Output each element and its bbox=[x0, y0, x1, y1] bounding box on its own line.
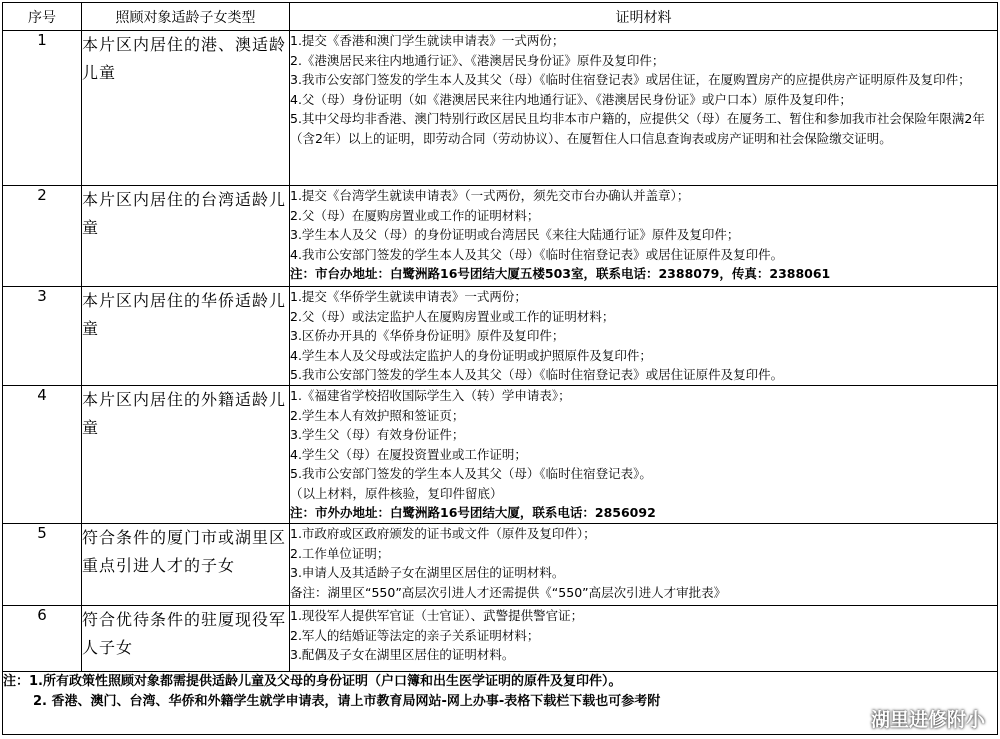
row-type: 本片区内居住的港、澳适龄儿童 bbox=[82, 31, 290, 186]
row-type: 本片区内居住的台湾适龄儿童 bbox=[82, 186, 290, 287]
table-row bbox=[3, 524, 998, 606]
watermark-text: 湖里进修附小 bbox=[870, 709, 985, 731]
material-note: 注：市台办地址：白鹭洲路16号团结大厦五楼503室，联系电话：2388079，传真：2388061 bbox=[290, 266, 831, 281]
row-seq: 6 bbox=[3, 606, 82, 672]
row-type: 符合优待条件的驻厦现役军人子女 bbox=[82, 606, 290, 672]
row-seq: 4 bbox=[3, 386, 82, 524]
material-item: 5.其中父母均非香港、澳门特别行政区居民且均非本市户籍的，应提供父（母）在厦务工、暂住和参加我市社会保险年限满2年（含2年）以上的证明，即劳动合同（劳动协议）、在厦暂住人口信息查询表或房产证明和社会保险缴交证明。 bbox=[290, 111, 985, 146]
material-item: 2.学生本人有效护照和签证页； bbox=[290, 407, 465, 423]
row-materials bbox=[290, 287, 998, 386]
header-materials: 证明材料 bbox=[290, 3, 998, 31]
footer-notes bbox=[3, 672, 998, 735]
material-item: 2.《港澳居民来往内地通行证》、《港澳居民身份证》原件及复印件； bbox=[290, 52, 665, 68]
material-item: 1.市政府或区政府颁发的证书或文件（原件及复印件）； bbox=[290, 526, 596, 541]
material-item: 4.我市公安部门签发的学生本人及其父（母）《临时住宿登记表》或居住证原件及复印件。 bbox=[290, 246, 784, 262]
table-row bbox=[3, 287, 998, 386]
material-item: 5.我市公安部门签发的学生本人及其父（母）《临时住宿登记表》或居住证原件及复印件。 bbox=[290, 367, 784, 382]
material-item: 4.学生父（母）在厦投资置业或工作证明； bbox=[290, 446, 527, 462]
material-item: 备注：湖里区“550”高层次引进人才还需提供《“550”高层次引进人才审批表》 bbox=[290, 584, 727, 600]
material-item: 3.学生父（母）有效身份证件； bbox=[290, 427, 465, 442]
row-seq: 5 bbox=[3, 524, 82, 606]
material-item: 1.现役军人提供军官证（士官证）、武警提供警官证； bbox=[290, 608, 584, 623]
table-row bbox=[3, 606, 998, 672]
material-item: 1.提交《台湾学生就读申请表》（一式两份，须先交市台办确认并盖章）； bbox=[290, 188, 690, 203]
material-item: 3.申请人及其适龄子女在湖里区居住的证明材料。 bbox=[290, 565, 565, 580]
header-seq: 序号 bbox=[3, 3, 82, 31]
row-seq: 1 bbox=[3, 31, 82, 186]
row-type: 本片区内居住的外籍适龄儿童 bbox=[82, 386, 290, 524]
footer-row bbox=[3, 672, 998, 735]
header-row bbox=[3, 3, 998, 31]
table-row bbox=[3, 31, 998, 186]
material-item: 2.军人的结婚证等法定的亲子关系证明材料； bbox=[290, 627, 540, 643]
material-item: 2.工作单位证明； bbox=[290, 545, 390, 561]
row-materials bbox=[290, 606, 998, 672]
material-item: （以上材料，原件核验，复印件留底） bbox=[290, 485, 503, 501]
material-item: 3.配偶及子女在湖里区居住的证明材料。 bbox=[290, 647, 515, 662]
row-type: 本片区内居住的华侨适龄儿童 bbox=[82, 287, 290, 386]
row-materials bbox=[290, 186, 998, 287]
material-item: 2.父（母）或法定监护人在厦购房置业或工作的证明材料； bbox=[290, 308, 615, 324]
material-item: 3.我市公安部门签发的学生本人及其父（母）《临时住宿登记表》或居住证，在厦购置房产的应提供房产证明原件及复印件； bbox=[290, 72, 971, 87]
material-item: 3.区侨办开具的《华侨身份证明》原件及复印件； bbox=[290, 328, 565, 343]
watermark bbox=[841, 710, 985, 730]
row-type: 符合条件的厦门市或湖里区重点引进人才的子女 bbox=[82, 524, 290, 606]
material-item: 3.学生本人及父（母）的身份证明或台湾居民《来往大陆通行证》原件及复印件； bbox=[290, 227, 740, 242]
row-seq: 2 bbox=[3, 186, 82, 287]
table-row bbox=[3, 186, 998, 287]
enrollment-materials-table bbox=[2, 2, 998, 735]
material-item: 4.父（母）身份证明（如《港澳居民来往内地通行证》、《港澳居民身份证》或户口本）原件及复印件； bbox=[290, 91, 852, 107]
row-materials bbox=[290, 524, 998, 606]
footer-note-1: 注：1.所有政策性照顾对象都需提供适龄儿童及父母的身份证明（户口簿和出生医学证明的原件及复印件）。 bbox=[3, 674, 622, 689]
row-materials bbox=[290, 386, 998, 524]
row-materials bbox=[290, 31, 998, 186]
material-item: 1.提交《华侨学生就读申请表》一式两份； bbox=[290, 289, 527, 304]
material-item: 4.学生本人及父母或法定监护人的身份证明或护照原件及复印件； bbox=[290, 347, 652, 363]
material-item: 5.我市公安部门签发的学生本人及其父（母）《临时住宿登记表》。 bbox=[290, 466, 652, 481]
material-item: 2.父（母）在厦购房置业或工作的证明材料； bbox=[290, 207, 540, 223]
material-item: 1.《福建省学校招收国际学生入（转）学申请表》； bbox=[290, 388, 571, 403]
material-note: 注：市外办地址：白鹭洲路16号团结大厦，联系电话：2856092 bbox=[290, 505, 656, 520]
material-item: 1.提交《香港和澳门学生就读申请表》一式两份； bbox=[290, 33, 565, 48]
wechat-icon bbox=[841, 710, 865, 730]
footer-note-2: 2. 香港、澳门、台湾、华侨和外籍学生就学申请表，请上市教育局网站-网上办事-表格下载栏下载也可参考附 bbox=[33, 694, 661, 709]
header-type: 照顾对象适龄子女类型 bbox=[82, 3, 290, 31]
table-row bbox=[3, 386, 998, 524]
row-seq: 3 bbox=[3, 287, 82, 386]
